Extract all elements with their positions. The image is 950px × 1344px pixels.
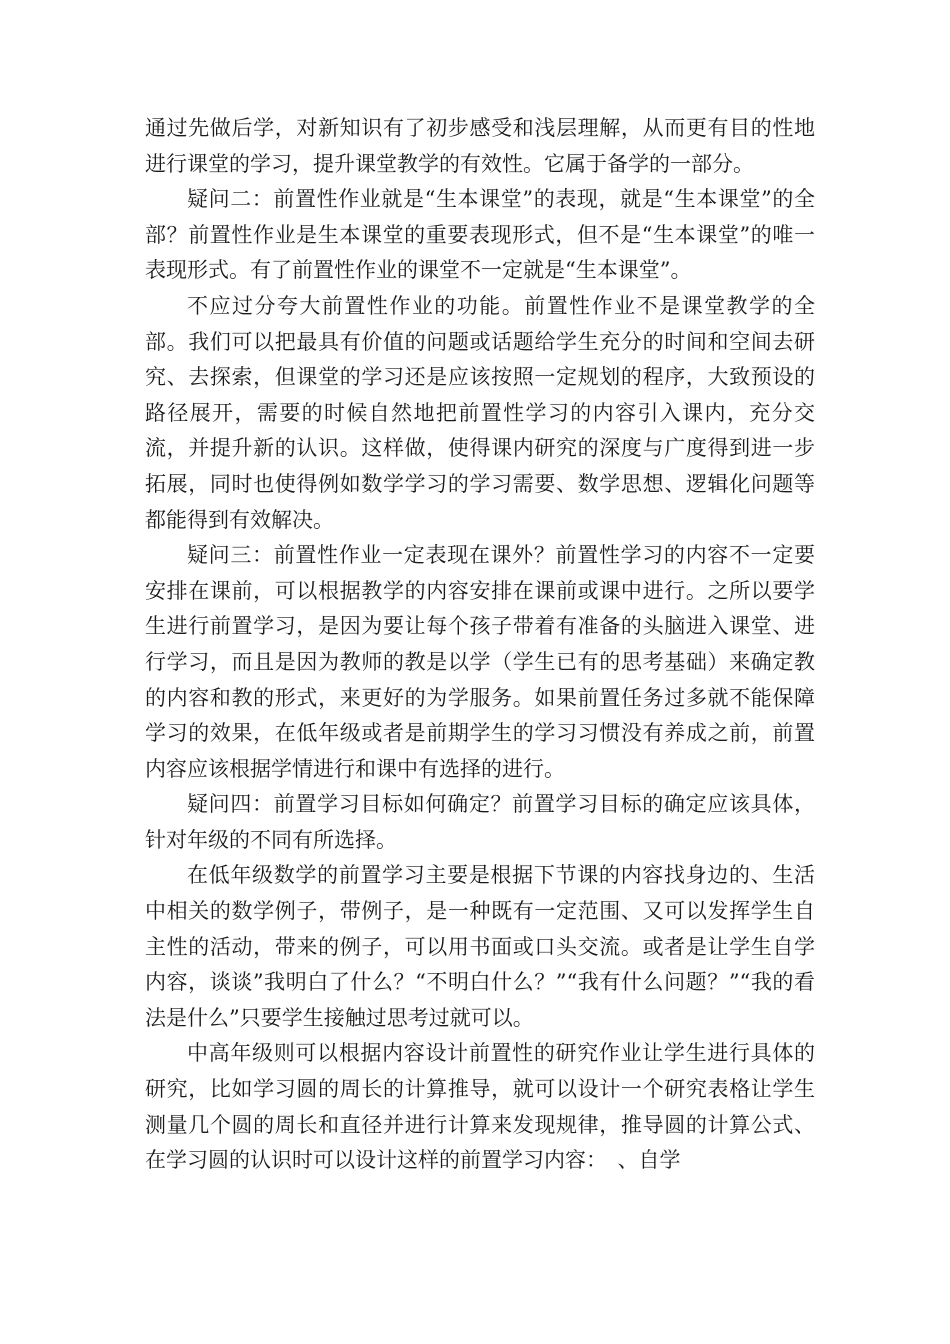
- paragraph-continuation: 通过先做后学，对新知识有了初步感受和浅层理解，从而更有目的性地进行课堂的学习，提升课堂教学的有效性。它属于备学的一部分。: [145, 116, 815, 176]
- paragraph-question-three: 疑问三：前置性作业一定表现在课外？前置性学习的内容不一定要安排在课前，可以根据教学的内容安排在课前或课中进行。之所以要学生进行前置学习，是因为要让每个孩子带着有准备的头脑进入课堂、进行学习，而且是因为教师的教是以学（学生已有的思考基础）来确定教的内容和教的形式，来更好的为学服务。如果前置任务过多就不能保障学习的效果，在低年级或者是前期学生的学习习惯没有养成之前，前置内容应该根据学情进行和课中有选择的进行。: [145, 543, 815, 781]
- paragraph-lower-grades: 在低年级数学的前置学习主要是根据下节课的内容找身边的、生活中相关的数学例子，带例子，是一种既有一定范围、又可以发挥学生自主性的活动，带来的例子，可以用书面或口头交流。或者是让学生自学内容，谈谈”我明白了什么？“不明白什么？”“我有什么问题？”“我的看法是什么”只要学生接触过思考过就可以。: [145, 863, 815, 1030]
- paragraph-function-limits: 不应过分夸大前置性作业的功能。前置性作业不是课堂教学的全部。我们可以把最具有价值的问题或话题给学生充分的时间和空间去研究、去探索，但课堂的学习还是应该按照一定规划的程序，大致预设的路径展开，需要的时候自然地把前置性学习的内容引入课内，充分交流，并提升新的认识。这样做，使得课内研究的深度与广度得到进一步拓展，同时也使得例如数学学习的学习需要、数学思想、逻辑化问题等都能得到有效解决。: [145, 293, 815, 532]
- document-body: [145, 111, 815, 1179]
- paragraph-upper-grades: 中高年级则可以根据内容设计前置性的研究作业让学生进行具体的研究，比如学习圆的周长的计算推导，就可以设计一个研究表格让学生测量几个圆的周长和直径并进行计算来发现规律，推导圆的计算公式、在学习圆的认识时可以设计这样的前置学习内容： 、自学: [145, 1041, 815, 1173]
- paragraph-question-two: 疑问二：前置性作业就是“生本课堂”的表现，就是“生本课堂”的全部？前置性作业是生本课堂的重要表现形式，但不是“生本课堂”的唯一表现形式。有了前置性作业的课堂不一定就是“生本课堂”。: [145, 187, 815, 283]
- paragraph-question-four: 疑问四：前置学习目标如何确定？前置学习目标的确定应该具体，针对年级的不同有所选择。: [145, 792, 815, 852]
